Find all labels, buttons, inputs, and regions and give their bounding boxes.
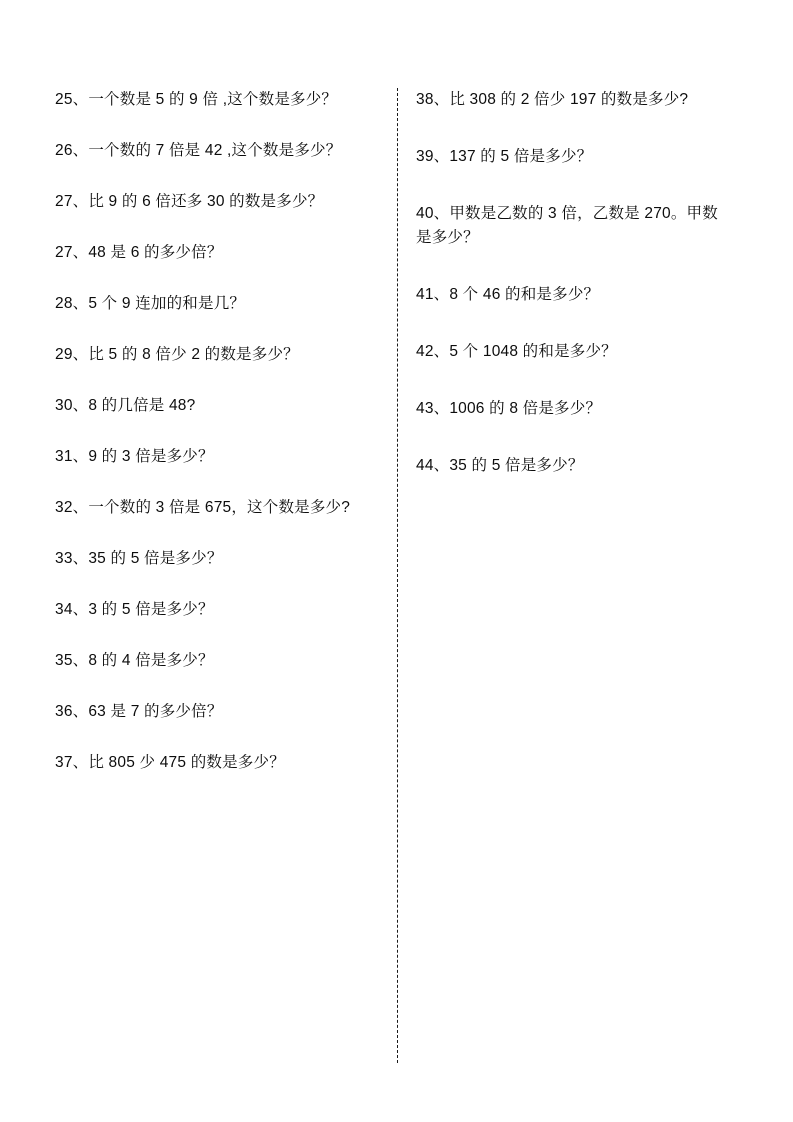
question-item: 44、35 的 5 倍是多少？ <box>416 457 584 475</box>
question-item: 26、一个数的 7 倍是 42 ,这个数是多少？ <box>55 142 342 160</box>
question-item: 30、8 的几倍是 48? <box>55 397 196 415</box>
question-item: 39、137 的 5 倍是多少？ <box>416 148 593 166</box>
question-item: 31、9 的 3 倍是多少？ <box>55 448 214 466</box>
question-item: 28、5 个 9 连加的和是几？ <box>55 295 246 313</box>
question-item: 32、一个数的 3 倍是 675，这个数是多少? <box>55 499 351 517</box>
question-item: 35、8 的 4 倍是多少？ <box>55 652 214 670</box>
question-item: 41、8 个 46 的和是多少？ <box>416 286 600 304</box>
question-item: 38、比 308 的 2 倍少 197 的数是多少? <box>416 91 689 108</box>
question-item: 27、48 是 6 的多少倍？ <box>55 244 223 262</box>
question-item: 43、1006 的 8 倍是多少？ <box>416 400 602 418</box>
question-item: 29、比 5 的 8 倍少 2 的数是多少？ <box>55 346 299 364</box>
question-item: 40、甲数是乙数的 3 倍，乙数是 270。甲数是多少？ <box>416 205 718 247</box>
question-item: 37、比 805 少 475 的数是多少？ <box>55 754 285 772</box>
question-item: 34、3 的 5 倍是多少？ <box>55 601 214 619</box>
left-question-column <box>55 88 395 775</box>
right-question-column <box>398 88 728 478</box>
question-item: 33、35 的 5 倍是多少？ <box>55 550 223 568</box>
question-item: 25、一个数是 5 的 9 倍 ,这个数是多少？ <box>55 91 338 108</box>
question-item: 42、5 个 1048 的和是多少？ <box>416 343 617 361</box>
question-item: 27、比 9 的 6 倍还多 30 的数是多少？ <box>55 193 324 211</box>
worksheet-content <box>55 88 740 1073</box>
question-item: 36、63 是 7 的多少倍？ <box>55 703 223 721</box>
